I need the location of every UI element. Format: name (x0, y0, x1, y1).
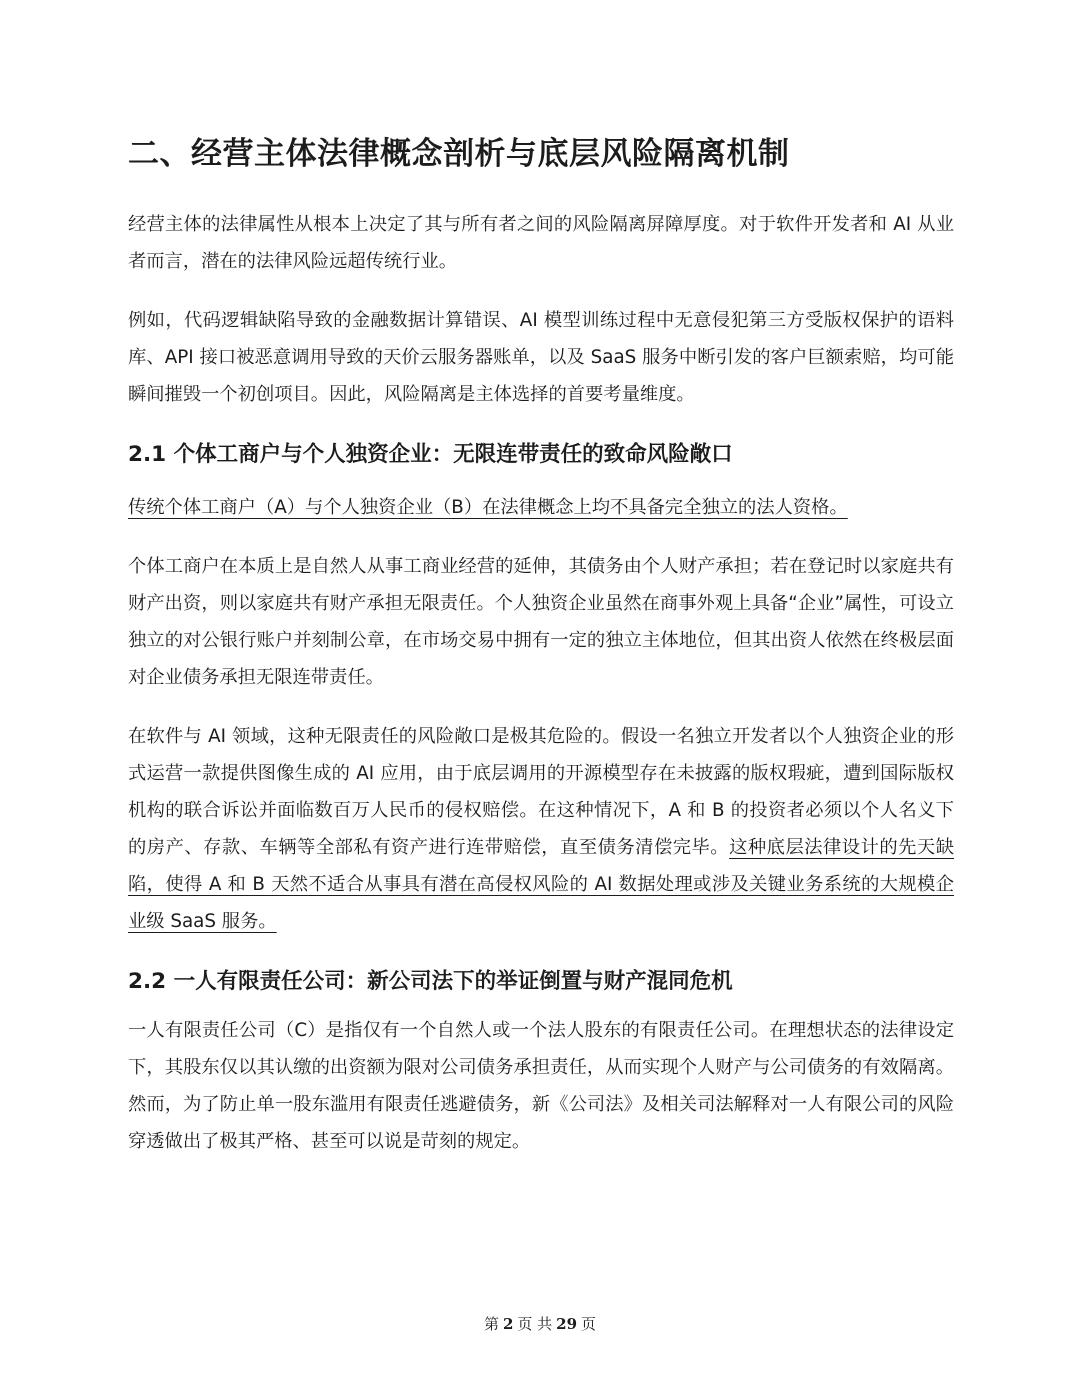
underlined-conclusion-text: 这种底层法律设计的先天缺陷，使得 A 和 B 天然不适合从事具有潜在高侵权风险的 AI 数据处理或涉及关键业务系统的大规模企业级 SaaS 服务。 (128, 837, 955, 932)
section-2-1-heading: 2.1 个体工商户与个人独资企业：无限连带责任的致命风险敞口 (128, 442, 733, 467)
section-2-2-heading: 2.2 一人有限责任公司：新公司法下的举证倒置与财产混同危机 (128, 969, 733, 994)
page-footer (0, 1313, 1080, 1334)
chapter-heading: 二、经营主体法律概念剖析与底层风险隔离机制 (128, 136, 790, 172)
section-2-2-paragraph-1: 一人有限责任公司（C）是指仅有一个自然人或一个法人股东的有限责任公司。在理想状态的法律设定下，其股东仅以其认缴的出资额为限对公司债务承担责任，从而实现个人财产与公司债务的有效隔离。然而，为了防止单一股东滥用有限责任逃避债务，新《公司法》及相关司法解释对一人有限公司的风险穿透做出了极其严格、甚至可以说是苛刻的规定。 (128, 1020, 954, 1152)
underlined-lead-text: 传统个体工商户（A）与个人独资企业（B）在法律概念上均不具备完全独立的法人资格。 (128, 497, 848, 518)
section-2-1-lead (128, 489, 954, 526)
footer-middle: 页 共 (517, 1315, 553, 1333)
paragraph-plain-text: 在软件与 AI 领域，这种无限责任的风险敞口是极其危险的。假设一名独立开发者以个人独资企业的形式运营一款提供图像生成的 AI 应用，由于底层调用的开源模型存在未披露的版权瑕疵，遭到国际版权机构的联合诉讼并面临数百万人民币的侵权赔偿。在这种情况下，A 和 B 的投资者必须以个人名义下的房产、存款、车辆等全部私有资产进行连带赔偿，直至债务清偿完毕。 (128, 726, 954, 858)
footer-prefix: 第 (483, 1315, 499, 1333)
page-content (128, 128, 954, 1160)
footer-total-pages: 29 (556, 1315, 578, 1333)
section-2-1-paragraph-1: 个体工商户在本质上是自然人从事工商业经营的延伸，其债务由个人财产承担；若在登记时以家庭共有财产出资，则以家庭共有财产承担无限责任。个人独资企业虽然在商事外观上具备“企业”属性，可设立独立的对公银行账户并刻制公章，在市场交易中拥有一定的独立主体地位，但其出资人依然在终极层面对企业债务承担无限连带责任。 (128, 556, 954, 688)
intro-paragraph-2: 例如，代码逻辑缺陷导致的金融数据计算错误、AI 模型训练过程中无意侵犯第三方受版权保护的语料库、API 接口被恶意调用导致的天价云服务器账单，以及 SaaS 服务中断引发的客户巨额索赔，均可能瞬间摧毁一个初创项目。因此，风险隔离是主体选择的首要考量维度。 (128, 310, 954, 405)
section-2-1-paragraph-2 (128, 718, 954, 940)
intro-paragraph-1: 经营主体的法律属性从根本上决定了其与所有者之间的风险隔离屏障厚度。对于软件开发者和 AI 从业者而言，潜在的法律风险远超传统行业。 (128, 214, 954, 272)
footer-current-page: 2 (502, 1315, 514, 1333)
footer-suffix: 页 (581, 1315, 597, 1333)
